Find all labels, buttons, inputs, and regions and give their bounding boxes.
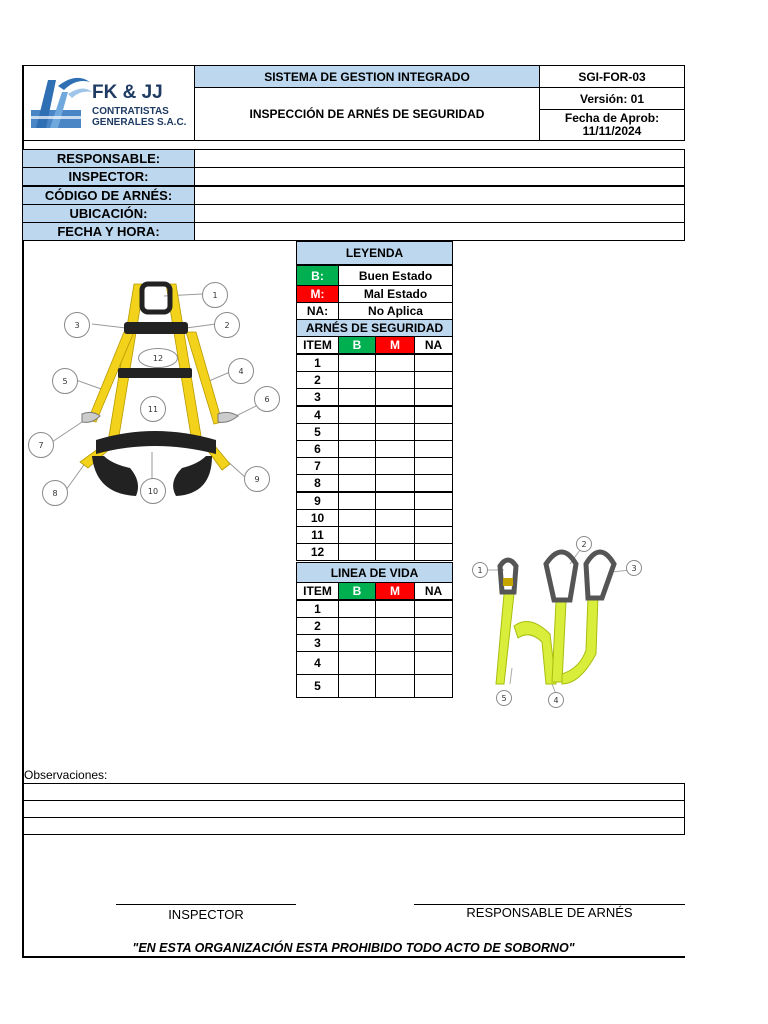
harness-check-na-cell[interactable] [414, 509, 453, 527]
harness-check-b-cell[interactable] [338, 423, 376, 441]
harness-callout-12: 12 [138, 348, 178, 368]
harness-check-b-cell[interactable] [338, 354, 376, 372]
harness-check-na-cell[interactable] [414, 492, 453, 510]
approval-date: 11/11/2024 [582, 124, 642, 138]
legend-title: LEYENDA [296, 241, 453, 265]
harness-check-na-cell[interactable] [414, 474, 453, 492]
top-border [22, 65, 194, 66]
harness-callout-5: 5 [52, 368, 78, 394]
lifeline-item-number: 3 [296, 634, 339, 652]
harness-item-number: 3 [296, 388, 339, 406]
inspector-signature-line [116, 904, 296, 905]
info-value-field[interactable] [194, 222, 685, 241]
harness-check-m-cell[interactable] [375, 526, 415, 544]
harness-check-b-cell[interactable] [338, 509, 376, 527]
lifeline-header: ITEM [296, 582, 339, 600]
harness-item-number: 12 [296, 543, 339, 561]
harness-callout-7: 7 [28, 432, 54, 458]
harness-check-na-cell[interactable] [414, 440, 453, 458]
harness-check-m-cell[interactable] [375, 509, 415, 527]
system-title: SISTEMA DE GESTION INTEGRADO [194, 65, 540, 88]
lifeline-check-na-cell[interactable] [414, 600, 453, 618]
harness-item-number: 8 [296, 474, 339, 492]
harness-check-b-cell[interactable] [338, 526, 376, 544]
info-value-field[interactable] [194, 204, 685, 223]
legend-text: Buen Estado [338, 265, 453, 286]
lifeline-header: M [375, 582, 415, 600]
lanyard-callout-1: 1 [472, 562, 488, 578]
lifeline-check-b-cell[interactable] [338, 674, 376, 698]
info-label: FECHA Y HORA: [22, 222, 195, 241]
harness-item-number: 11 [296, 526, 339, 544]
harness-header: B [338, 336, 376, 354]
harness-check-m-cell[interactable] [375, 388, 415, 406]
logo-line2: CONTRATISTAS [92, 106, 169, 117]
observation-line-3[interactable] [22, 817, 685, 835]
harness-check-m-cell[interactable] [375, 474, 415, 492]
harness-item-number: 9 [296, 492, 339, 510]
harness-header: ITEM [296, 336, 339, 354]
lifeline-check-na-cell[interactable] [414, 617, 453, 635]
harness-check-m-cell[interactable] [375, 423, 415, 441]
info-value-field[interactable] [194, 167, 685, 186]
harness-item-number: 6 [296, 440, 339, 458]
harness-header: NA [414, 336, 453, 354]
lifeline-check-m-cell[interactable] [375, 600, 415, 618]
approval-label: Fecha de Aprob: [564, 111, 660, 125]
harness-check-na-cell[interactable] [414, 526, 453, 544]
lanyard-drawing [470, 534, 648, 714]
harness-check-m-cell[interactable] [375, 492, 415, 510]
form-version: Versión: 01 [539, 87, 685, 110]
harness-callout-2: 2 [214, 312, 240, 338]
lifeline-check-na-cell[interactable] [414, 651, 453, 675]
legend-code: B: [296, 265, 339, 286]
harness-callout-6: 6 [254, 386, 280, 412]
lifeline-item-number: 5 [296, 674, 339, 698]
bottom-border [22, 956, 685, 958]
lifeline-check-b-cell[interactable] [338, 634, 376, 652]
harness-check-m-cell[interactable] [375, 440, 415, 458]
info-label: UBICACIÓN: [22, 204, 195, 223]
logo-bottom-border [22, 140, 194, 141]
harness-check-na-cell[interactable] [414, 371, 453, 389]
company-logo [28, 72, 188, 134]
harness-check-m-cell[interactable] [375, 543, 415, 561]
harness-item-number: 5 [296, 423, 339, 441]
harness-check-na-cell[interactable] [414, 388, 453, 406]
harness-check-m-cell[interactable] [375, 354, 415, 372]
harness-check-na-cell[interactable] [414, 543, 453, 561]
form-title: INSPECCIÓN DE ARNÉS DE SEGURIDAD [194, 87, 540, 141]
logo-line3: GENERALES S.A.C. [92, 117, 187, 128]
harness-illustration [26, 272, 296, 508]
lifeline-header: NA [414, 582, 453, 600]
harness-check-b-cell[interactable] [338, 543, 376, 561]
logo-line1: FK & JJ [92, 82, 163, 103]
lifeline-item-number: 2 [296, 617, 339, 635]
harness-check-na-cell[interactable] [414, 457, 453, 475]
harness-check-b-cell[interactable] [338, 440, 376, 458]
harness-title: ARNÉS DE SEGURIDAD [296, 319, 453, 337]
harness-header: M [375, 336, 415, 354]
harness-check-m-cell[interactable] [375, 371, 415, 389]
lifeline-check-m-cell[interactable] [375, 651, 415, 675]
lifeline-check-na-cell[interactable] [414, 674, 453, 698]
harness-callout-9: 9 [244, 466, 270, 492]
harness-callout-11: 11 [140, 396, 166, 422]
info-value-field[interactable] [194, 186, 685, 205]
harness-check-b-cell[interactable] [338, 474, 376, 492]
harness-check-m-cell[interactable] [375, 406, 415, 424]
harness-item-number: 10 [296, 509, 339, 527]
observations-label: Observaciones: [24, 768, 108, 782]
lanyard-callout-4: 4 [548, 692, 564, 708]
harness-callout-10: 10 [140, 478, 166, 504]
responsible-signature-label: RESPONSABLE DE ARNÉS [466, 905, 633, 920]
legend-code: M: [296, 285, 339, 303]
harness-item-number: 1 [296, 354, 339, 372]
lifeline-check-b-cell[interactable] [338, 600, 376, 618]
lifeline-check-m-cell[interactable] [375, 617, 415, 635]
harness-check-na-cell[interactable] [414, 423, 453, 441]
lifeline-check-na-cell[interactable] [414, 634, 453, 652]
observation-line-2[interactable] [22, 800, 685, 818]
info-label: RESPONSABLE: [22, 149, 195, 168]
lanyard-callout-3: 3 [626, 560, 642, 576]
lifeline-title: LINEA DE VIDA [296, 562, 453, 583]
lifeline-check-b-cell[interactable] [338, 617, 376, 635]
harness-check-na-cell[interactable] [414, 406, 453, 424]
form-code: SGI-FOR-03 [539, 65, 685, 88]
lanyard-illustration [470, 534, 648, 714]
harness-item-number: 2 [296, 371, 339, 389]
approval-cell [539, 109, 685, 141]
harness-check-b-cell[interactable] [338, 388, 376, 406]
harness-check-na-cell[interactable] [414, 354, 453, 372]
harness-callout-3: 3 [64, 312, 90, 338]
harness-callout-8: 8 [42, 480, 68, 506]
harness-item-number: 7 [296, 457, 339, 475]
inspector-signature-label: INSPECTOR [168, 907, 244, 922]
legend-text: Mal Estado [338, 285, 453, 303]
lifeline-item-number: 1 [296, 600, 339, 618]
harness-check-b-cell[interactable] [338, 492, 376, 510]
lifeline-check-m-cell[interactable] [375, 634, 415, 652]
observation-line-1[interactable] [22, 783, 685, 801]
info-label: INSPECTOR: [22, 167, 195, 186]
lifeline-item-number: 4 [296, 651, 339, 675]
lifeline-check-b-cell[interactable] [338, 651, 376, 675]
lanyard-callout-5: 5 [496, 690, 512, 706]
info-value-field[interactable] [194, 149, 685, 168]
harness-check-m-cell[interactable] [375, 457, 415, 475]
lanyard-callout-2: 2 [576, 536, 592, 552]
harness-item-number: 4 [296, 406, 339, 424]
harness-callout-1: 1 [202, 282, 228, 308]
info-label: CÓDIGO DE ARNÉS: [22, 186, 195, 205]
lifeline-check-m-cell[interactable] [375, 674, 415, 698]
harness-check-b-cell[interactable] [338, 371, 376, 389]
harness-callout-4: 4 [228, 358, 254, 384]
footer-slogan: "EN ESTA ORGANIZACIÓN ESTA PROHIBIDO TODO ACTO DE SOBORNO" [132, 941, 575, 955]
legend-text: No Aplica [338, 302, 453, 320]
harness-check-b-cell[interactable] [338, 406, 376, 424]
legend-code: NA: [296, 302, 339, 320]
harness-check-b-cell[interactable] [338, 457, 376, 475]
lifeline-header: B [338, 582, 376, 600]
